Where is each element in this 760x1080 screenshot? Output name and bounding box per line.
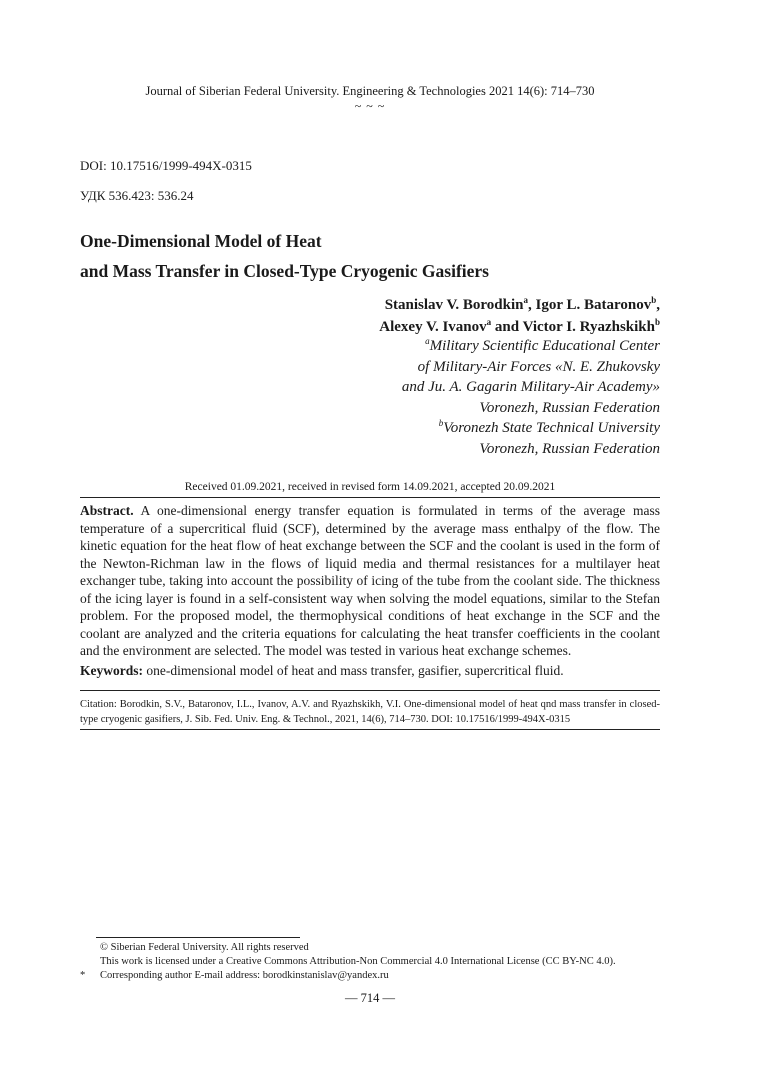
paper-title: [80, 226, 680, 286]
author-name: Victor I. Ryazhskikh: [522, 319, 655, 335]
footnote-license: This work is licensed under a Creative Commons Attribution-Non Commercial 4.0 International License (CC BY-NC 4.0).: [100, 956, 616, 967]
affiliation-text: Military Scientific Educational Center: [429, 338, 660, 354]
footnote-marker: *: [80, 970, 86, 981]
author-name: Igor L. Bataronov: [535, 297, 652, 313]
keywords-text: one-dimensional model of heat and mass transfer, gasifier, supercritical fluid.: [146, 663, 564, 678]
divider: [80, 690, 660, 691]
affiliation-list: [140, 336, 660, 459]
divider: [80, 497, 660, 498]
affiliation-text: Voronezh, Russian Federation: [479, 399, 660, 416]
author-affiliation-mark: b: [651, 295, 657, 305]
affiliation-text: and Ju. A. Gagarin Military-Air Academy»: [401, 379, 660, 395]
doi: DOI: 10.17516/1999-494X-0315: [80, 158, 252, 173]
header-separator: ~ ~ ~: [354, 99, 386, 113]
affiliation-text: Voronezh, Russian Federation: [479, 440, 660, 457]
affiliation-mark: a: [425, 336, 430, 346]
abstract: [80, 502, 660, 660]
divider: [80, 729, 660, 730]
title-line-1: One-Dimensional Model of Heat: [80, 231, 322, 251]
author-affiliation-mark: b: [654, 317, 660, 327]
affiliation-line: [140, 357, 660, 378]
author-separator: ,: [656, 297, 660, 313]
author-name: Alexey V. Ivanov: [379, 319, 487, 335]
author-list: [140, 294, 660, 338]
footnote-corresponding: [80, 969, 670, 983]
affiliation-text: Voronezh State Technical University: [443, 420, 660, 436]
affiliation-line: [140, 439, 660, 460]
title-line-2: and Mass Transfer in Closed-Type Cryogenic Gasifiers: [80, 261, 489, 281]
footnote-divider: [96, 937, 300, 938]
author-name: Stanislav V. Borodkin: [384, 297, 524, 313]
journal-header: Journal of Siberian Federal University. Engineering & Technologies 2021 14(6): 714–730: [145, 84, 595, 98]
abstract-text: A one-dimensional energy transfer equation is formulated in terms of the average mass temperature of a supercritical fluid (SCF), determined by the average mass enthalpy of the flow. The kinetic equation for the heat flow of heat exchange between the SCF and the coolant is used in the form of the Newton-Richman law in the flows of liquid media and thermal resistances for a multilayer heat exchanger tube, taking into account the possibility of icing of the tube from the coolant side. The thickness of the icing layer is found in a self-consistent way when solving the model equations, similar to the Stefan problem. For the proposed model, the thermophysical conditions of heat exchange in the SCF and the coolant are analyzed and the criteria equations for calculating the heat transfer coefficients in the coolant and the environment are selected. The model was tested in various heat exchange schemes.: [80, 503, 660, 658]
authors-line-2: [140, 316, 660, 338]
corresponding-email: Corresponding author E-mail address: borodkinstanislav@yandex.ru: [100, 970, 389, 981]
author-separator: ,: [528, 297, 536, 313]
abstract-label: Abstract.: [80, 503, 134, 518]
author-affiliation-mark: a: [486, 317, 492, 327]
affiliation-line: [140, 418, 660, 439]
footnote-rights: © Siberian Federal University. All rights reserved: [100, 942, 309, 953]
authors-line-1: [140, 294, 660, 316]
footnotes: [80, 941, 670, 983]
keywords: [80, 662, 660, 679]
author-affiliation-mark: a: [523, 295, 529, 305]
affiliation-line: [140, 377, 660, 398]
page-number: — 714 —: [345, 991, 395, 1005]
affiliation-line: [140, 336, 660, 357]
udk-code: УДК 536.423: 536.24: [80, 188, 194, 203]
author-separator: and: [491, 319, 523, 335]
citation: Citation: Borodkin, S.V., Bataronov, I.L., Ivanov, A.V. and Ryazhskikh, V.I. One-dimensional model of heat qnd mass transfer in closed-type cryogenic gasifiers, J. Sib. Fed. Univ. Eng. & Technol., 2021, 14(6), 714–730. DOI: 10.17516/1999-494X-0315: [80, 699, 660, 725]
keywords-label: Keywords:: [80, 663, 143, 678]
affiliation-line: [140, 398, 660, 419]
received-dates: Received 01.09.2021, received in revised form 14.09.2021, accepted 20.09.2021: [184, 481, 556, 493]
affiliation-mark: b: [438, 418, 444, 428]
affiliation-text: of Military-Air Forces «N. E. Zhukovsky: [417, 358, 660, 375]
